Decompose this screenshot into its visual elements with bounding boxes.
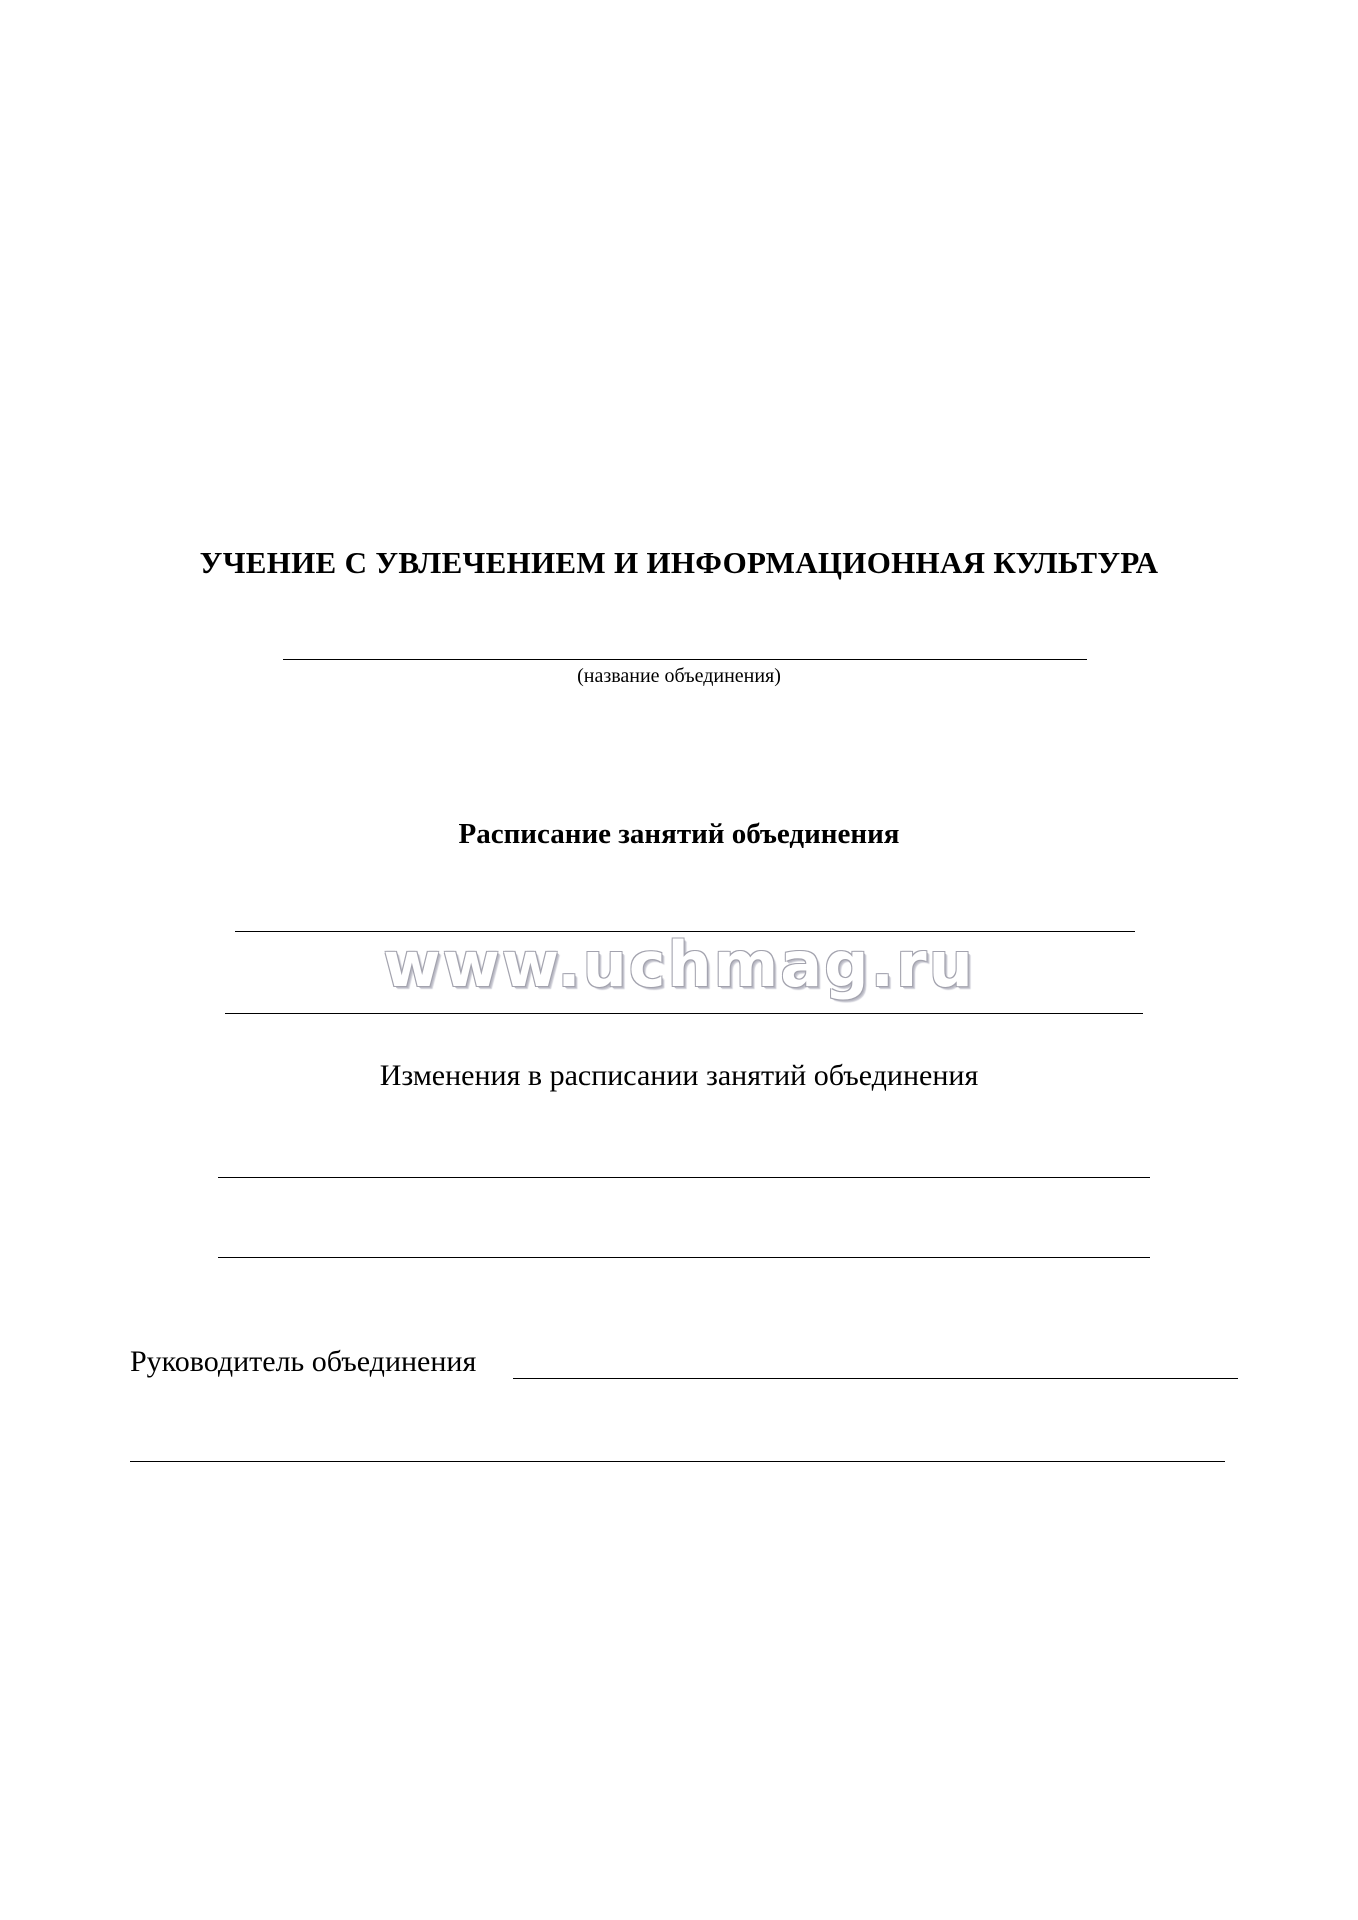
leader-extra-line	[130, 1461, 1225, 1462]
leader-label: Руководитель объединения	[130, 1345, 477, 1378]
leader-signature-line	[513, 1378, 1238, 1379]
document-title: УЧЕНИЕ С УВЛЕЧЕНИЕМ И ИНФОРМАЦИОННАЯ КУЛЬТУРА	[199, 545, 1159, 580]
watermark-logo: www.uchmag.ru	[383, 928, 975, 1001]
association-name-line	[283, 659, 1087, 660]
schedule-heading: Расписание занятий объединения	[458, 818, 900, 850]
changes-line-1	[218, 1177, 1150, 1178]
association-name-caption: (название объединения)	[577, 665, 781, 687]
schedule-line-2	[225, 1013, 1143, 1014]
changes-line-2	[218, 1257, 1150, 1258]
schedule-changes-heading: Изменения в расписании занятий объединения	[379, 1059, 979, 1092]
